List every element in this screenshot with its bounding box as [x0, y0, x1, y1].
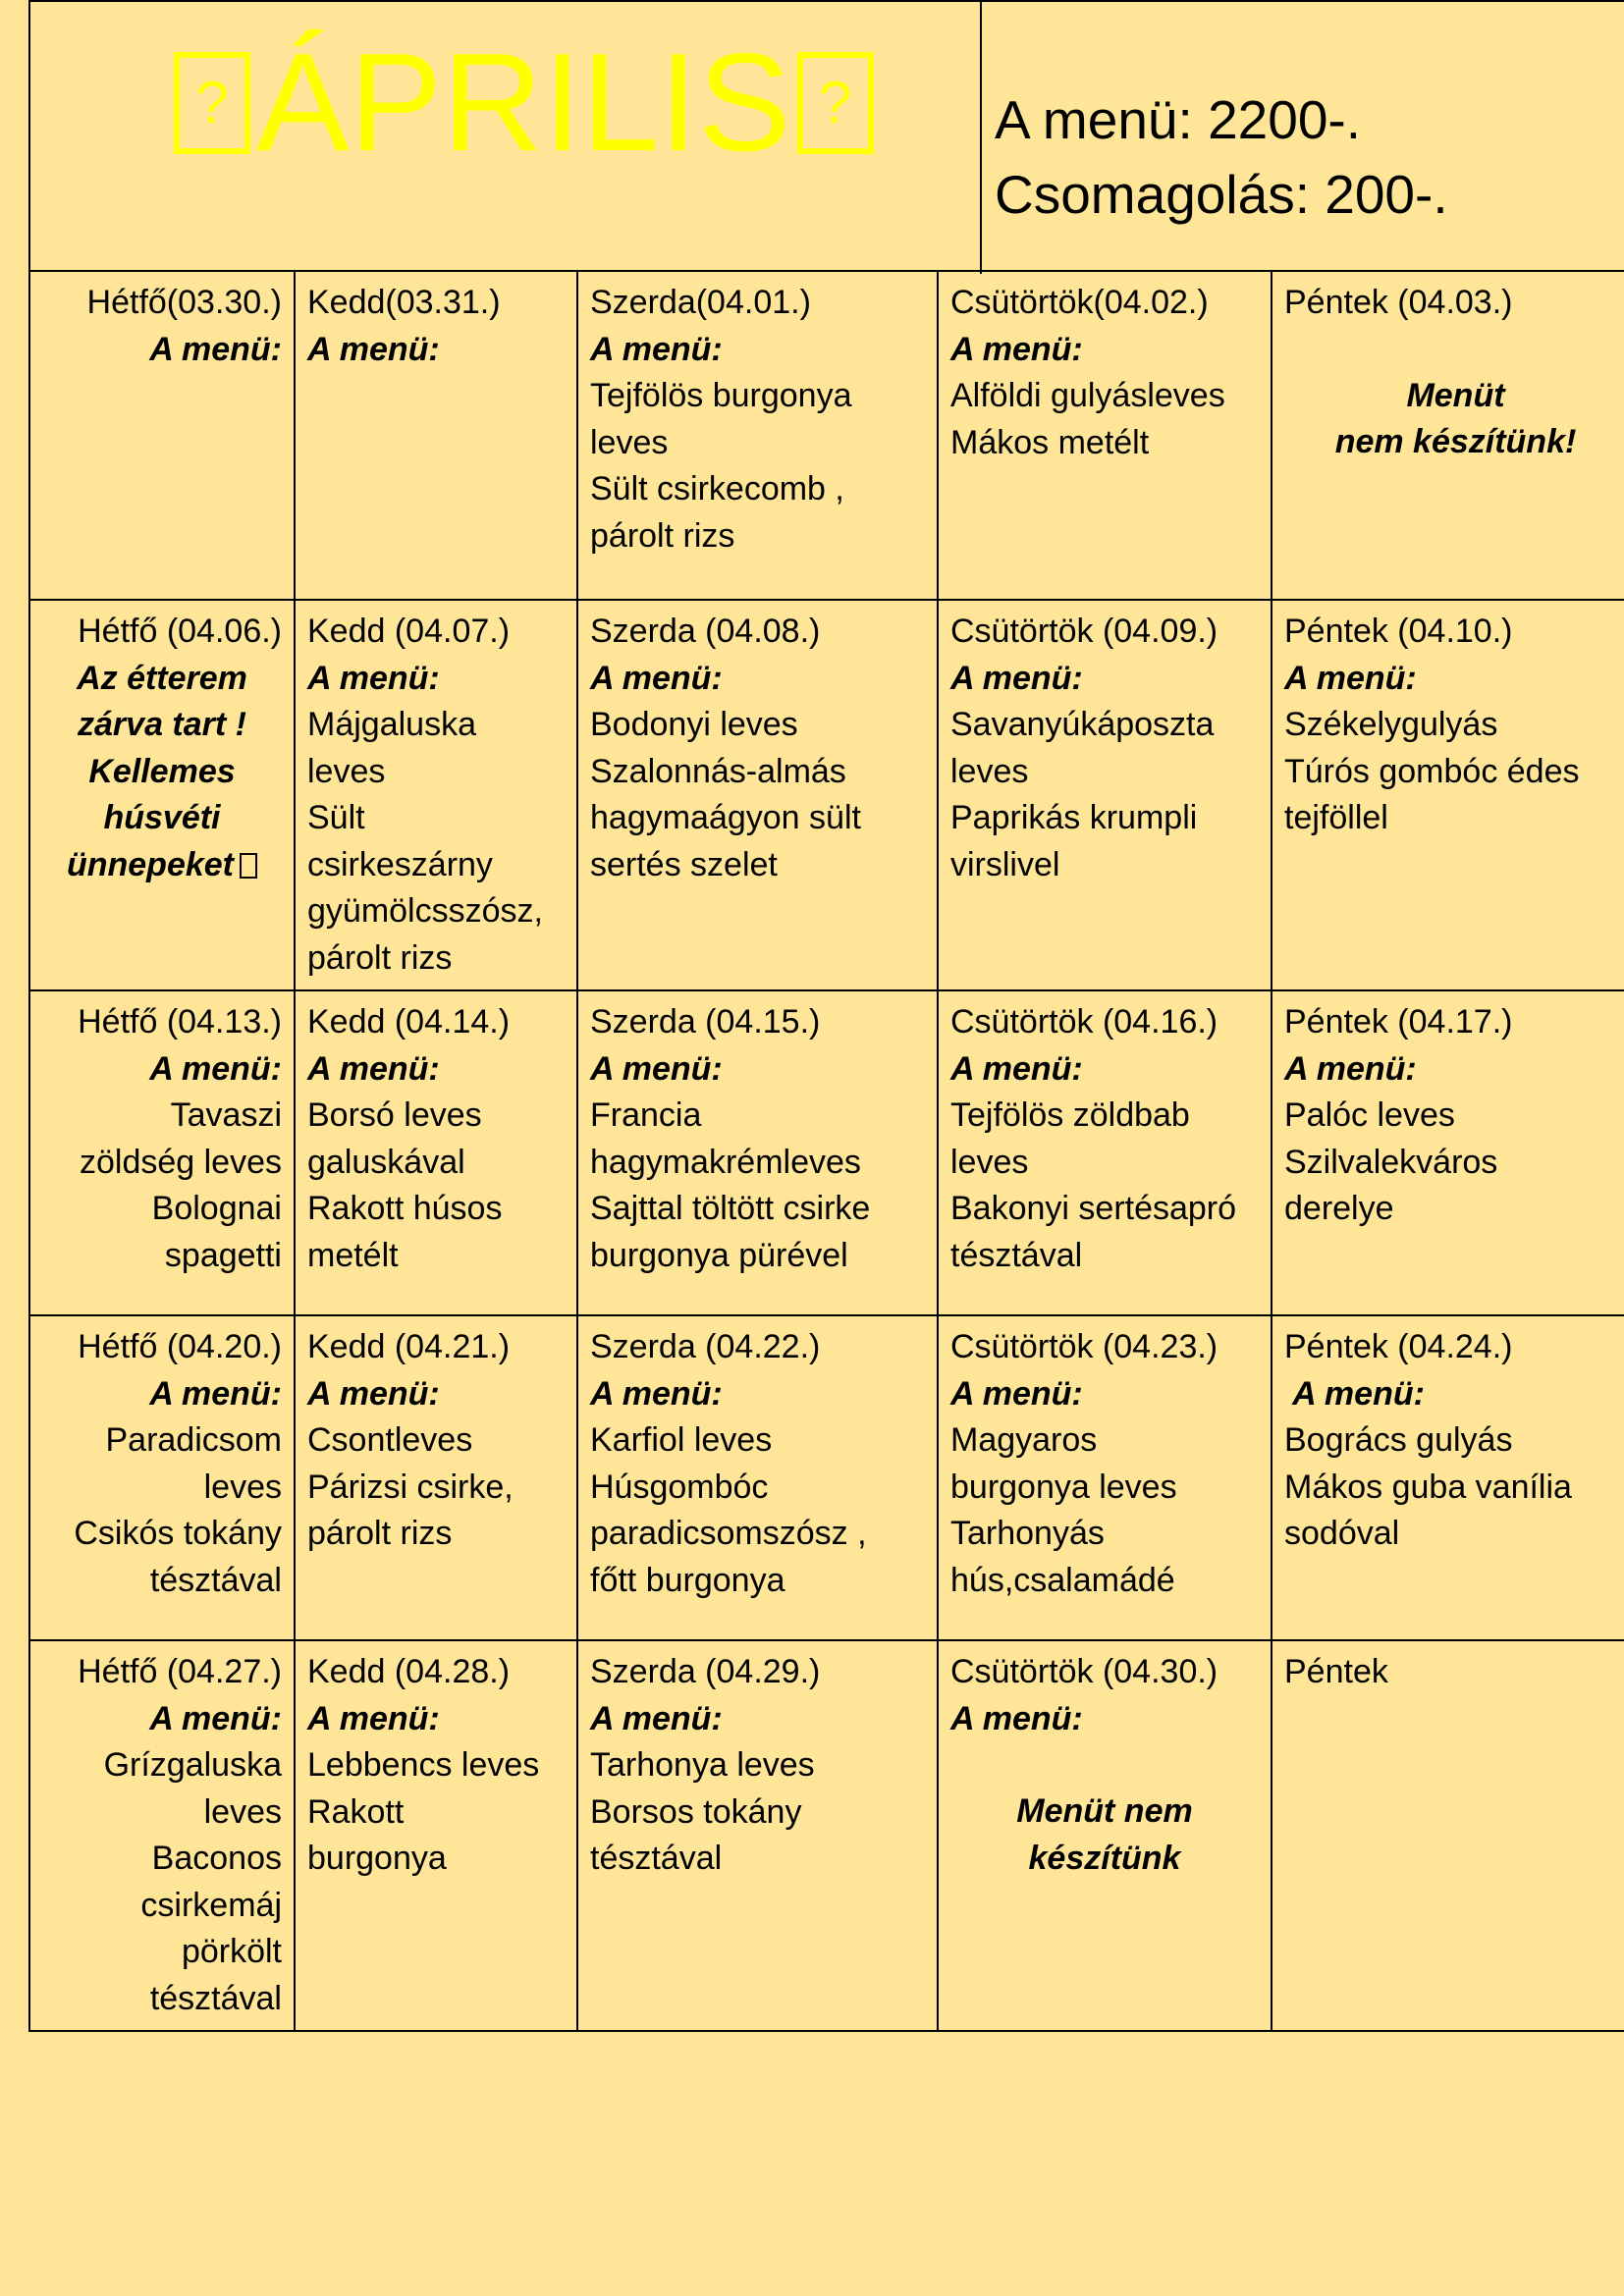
dish-line: Alföldi gulyásleves	[950, 377, 1225, 414]
notice-text: ünnepeket	[66, 845, 235, 883]
day-cell	[1272, 990, 1624, 1315]
menu-label: A menü:	[307, 1699, 440, 1737]
dish-line: Palóc leves	[1284, 1096, 1455, 1134]
day-header: Péntek (04.10.)	[1284, 613, 1513, 650]
missing-glyph-icon: ?	[797, 52, 874, 154]
day-header: Szerda(04.01.)	[590, 284, 811, 321]
day-header: Hétfő (04.13.)	[78, 1003, 282, 1041]
dish-line: főtt burgonya	[590, 1561, 785, 1599]
dish-line: Sajttal töltött csirke	[590, 1190, 871, 1227]
dish-line: Grízgaluska	[103, 1746, 282, 1784]
missing-glyph-icon	[240, 853, 257, 879]
day-header: Szerda (04.08.)	[590, 613, 821, 650]
dish-line: sertés szelet	[590, 845, 778, 883]
notice-line	[42, 842, 282, 889]
dish-line: Savanyúkáposzta	[950, 706, 1215, 743]
dish-line: galuskával	[307, 1143, 465, 1181]
dish-line: párolt rizs	[590, 516, 735, 555]
dish-line: Bodonyi leves	[590, 706, 798, 743]
menu-label: A menü:	[1284, 1049, 1417, 1088]
dish-line: leves	[950, 752, 1029, 790]
dish-line: Borsos tokány	[590, 1792, 802, 1831]
dish-line: hagymaágyon sült	[590, 799, 861, 836]
dish-line: Lebbencs leves	[307, 1746, 540, 1784]
dish-line: Tarhonyás	[950, 1515, 1105, 1552]
day-header: Kedd (04.21.)	[307, 1328, 511, 1365]
day-cell	[938, 990, 1272, 1315]
day-header: Szerda (04.22.)	[590, 1328, 821, 1365]
notice-line: nem készítünk!	[1334, 423, 1577, 460]
dish-line: Tavaszi	[170, 1096, 282, 1134]
dish-line: Húsgombóc	[590, 1468, 769, 1506]
month-title	[168, 25, 880, 181]
dish-line: Párizsi csirke,	[307, 1468, 514, 1506]
dish-line: burgonya pürével	[590, 1236, 848, 1274]
menu-label: A menü:	[307, 659, 440, 697]
dish-line: metélt	[307, 1236, 399, 1274]
day-header: Péntek (04.17.)	[1284, 1003, 1513, 1041]
dish-line: Túrós gombóc édes	[1284, 752, 1580, 790]
dish-line: Tejfölös zöldbab	[950, 1096, 1190, 1134]
dish-line: Szilvalekváros	[1284, 1143, 1498, 1181]
dish-line: Sült	[307, 799, 365, 836]
day-header: Péntek (04.03.)	[1284, 284, 1513, 321]
dish-line: spagetti	[164, 1236, 282, 1274]
day-header: Kedd (04.07.)	[307, 613, 511, 650]
day-cell	[29, 600, 295, 990]
dish-line: leves	[203, 1468, 282, 1506]
day-header: Kedd (04.28.)	[307, 1653, 511, 1690]
week-row	[29, 271, 1624, 600]
dish-line: Rakott húsos	[307, 1190, 503, 1227]
dish-line: leves	[950, 1143, 1029, 1181]
menu-label: A menü:	[590, 1699, 723, 1737]
menu-label: A menü:	[307, 1049, 440, 1088]
dish-line: Bogrács gulyás	[1284, 1421, 1513, 1459]
dish-line: gyümölcsszósz,	[307, 892, 543, 930]
dish-line: csirkemáj	[140, 1886, 282, 1924]
dish-line: Bakonyi sertésapró	[950, 1190, 1237, 1227]
dish-line: Csikós tokány	[74, 1515, 282, 1552]
day-cell	[1272, 1640, 1624, 2031]
day-cell	[29, 1640, 295, 2031]
dish-line: Paradicsom	[105, 1421, 282, 1459]
dish-line: Székelygulyás	[1284, 706, 1498, 743]
menu-label: A menü:	[950, 1374, 1083, 1413]
dish-line: sodóval	[1284, 1515, 1400, 1552]
dish-line: virslivel	[950, 845, 1060, 883]
menu-label: A menü:	[149, 330, 282, 368]
menu-label: A menü:	[950, 1049, 1083, 1088]
dish-line: Magyaros	[950, 1421, 1098, 1459]
dish-line: paradicsomszósz ,	[590, 1515, 867, 1552]
notice-line: zárva tart !	[78, 706, 246, 743]
day-cell	[295, 600, 577, 990]
menu-label: A menü:	[590, 1374, 723, 1413]
day-header: Csütörtök (04.30.)	[950, 1653, 1218, 1690]
dish-line: leves	[203, 1792, 282, 1831]
dish-line: pörkölt	[181, 1933, 282, 1970]
header-box	[28, 0, 1624, 272]
notice-line: Menüt	[1406, 376, 1505, 414]
dish-line: Francia	[590, 1096, 702, 1134]
day-cell	[577, 990, 938, 1315]
menu-label: A menü:	[149, 1049, 282, 1088]
day-cell	[938, 1640, 1272, 2031]
price-info	[995, 82, 1448, 232]
weekly-menu-table	[28, 270, 1624, 2032]
notice	[950, 1789, 1259, 1882]
day-cell	[577, 1640, 938, 2031]
day-cell	[1272, 600, 1624, 990]
dish-line: Borsó leves	[307, 1096, 482, 1134]
day-cell	[1272, 271, 1624, 600]
dish-line: tésztával	[149, 1979, 282, 2017]
day-header: Csütörtök(04.02.)	[950, 284, 1209, 321]
day-header: Csütörtök (04.16.)	[950, 1003, 1218, 1041]
day-cell	[938, 271, 1272, 600]
week-row	[29, 1640, 1624, 2031]
day-cell	[29, 990, 295, 1315]
menu-label: A menü:	[950, 659, 1083, 697]
menu-label: A menü:	[590, 1049, 723, 1088]
missing-glyph-icon: ?	[174, 52, 250, 154]
menu-label: A menü:	[307, 1374, 440, 1413]
menu-label: A menü:	[590, 330, 723, 368]
menu-label: A menü:	[950, 1699, 1083, 1737]
dish-line: leves	[307, 752, 386, 790]
dish-line: burgonya	[307, 1840, 447, 1877]
day-cell	[938, 600, 1272, 990]
day-cell	[29, 1315, 295, 1640]
notice-line: Az étterem	[77, 659, 247, 697]
dish-line: leves	[590, 423, 669, 461]
notice-line: Menüt nem	[1016, 1792, 1193, 1830]
menu-label: A menü:	[1284, 659, 1417, 697]
day-cell	[938, 1315, 1272, 1640]
day-header: Szerda (04.29.)	[590, 1653, 821, 1690]
day-header: Péntek (04.24.)	[1284, 1328, 1513, 1365]
day-cell	[295, 1315, 577, 1640]
day-header: Kedd (04.14.)	[307, 1003, 511, 1041]
day-cell	[295, 271, 577, 600]
menu-label: A menü:	[307, 330, 440, 368]
dish-line: Tarhonya leves	[590, 1746, 815, 1784]
dish-line: csirkeszárny	[307, 845, 493, 883]
dish-line: derelye	[1284, 1190, 1394, 1227]
dish-line: Szalonnás-almás	[590, 752, 846, 790]
notice-line: húsvéti	[103, 799, 221, 836]
day-header: Hétfő(03.30.)	[86, 284, 282, 321]
day-header: Kedd(03.31.)	[307, 284, 501, 321]
day-cell	[577, 271, 938, 600]
dish-line: tésztával	[590, 1840, 723, 1877]
dish-line: hagymakrémleves	[590, 1143, 861, 1181]
day-header: Hétfő (04.06.)	[78, 613, 282, 650]
dish-line: Paprikás krumpli	[950, 799, 1198, 836]
menu-label: A menü:	[149, 1374, 282, 1413]
dish-line: tésztával	[149, 1561, 282, 1599]
dish-line: Rakott	[307, 1792, 405, 1831]
packaging-price: Csomagolás: 200-.	[995, 164, 1448, 225]
dish-line: zöldség leves	[79, 1143, 282, 1181]
header-divider	[980, 2, 982, 274]
dish-line: burgonya leves	[950, 1468, 1177, 1506]
notice-line: Kellemes	[88, 752, 236, 790]
dish-line: Bolognai	[151, 1190, 282, 1227]
dish-line: Mákos metélt	[950, 423, 1150, 461]
day-header: Péntek	[1284, 1653, 1388, 1690]
menu-label: A menü:	[149, 1699, 282, 1737]
week-row	[29, 1315, 1624, 1640]
dish-line: párolt rizs	[307, 1515, 453, 1552]
dish-line: Baconos	[151, 1840, 282, 1877]
dish-line: Mákos guba vanília	[1284, 1468, 1572, 1506]
notice	[42, 656, 282, 889]
day-cell	[295, 1640, 577, 2031]
menu-price: A menü: 2200-.	[995, 89, 1362, 150]
dish-line: Karfiol leves	[590, 1421, 773, 1459]
dish-line: Csontleves	[307, 1421, 473, 1459]
day-header: Hétfő (04.20.)	[78, 1328, 282, 1365]
day-header: Csütörtök (04.23.)	[950, 1328, 1218, 1365]
day-header: Hétfő (04.27.)	[78, 1653, 282, 1690]
dish-line: hús,csalamádé	[950, 1561, 1175, 1599]
dish-line: Tejfölös burgonya	[590, 377, 852, 414]
notice	[1284, 373, 1624, 466]
day-cell	[577, 1315, 938, 1640]
menu-label: A menü:	[950, 330, 1083, 368]
month-title-text: ÁPRILIS	[256, 25, 791, 181]
day-cell	[1272, 1315, 1624, 1640]
day-header: Csütörtök (04.09.)	[950, 613, 1218, 650]
menu-label: A menü:	[590, 659, 723, 697]
day-header: Szerda (04.15.)	[590, 1003, 821, 1041]
day-cell	[29, 271, 295, 600]
dish-line: párolt rizs	[307, 938, 453, 977]
dish-line: Sült csirkecomb ,	[590, 470, 844, 507]
day-cell	[577, 600, 938, 990]
notice-line: készítünk	[1028, 1839, 1181, 1877]
dish-line: tésztával	[950, 1236, 1083, 1274]
dish-line: Májgaluska	[307, 706, 476, 743]
day-cell	[295, 990, 577, 1315]
week-row	[29, 990, 1624, 1315]
dish-line: tejföllel	[1284, 799, 1388, 836]
menu-label: A menü:	[1284, 1374, 1425, 1413]
week-row	[29, 600, 1624, 990]
